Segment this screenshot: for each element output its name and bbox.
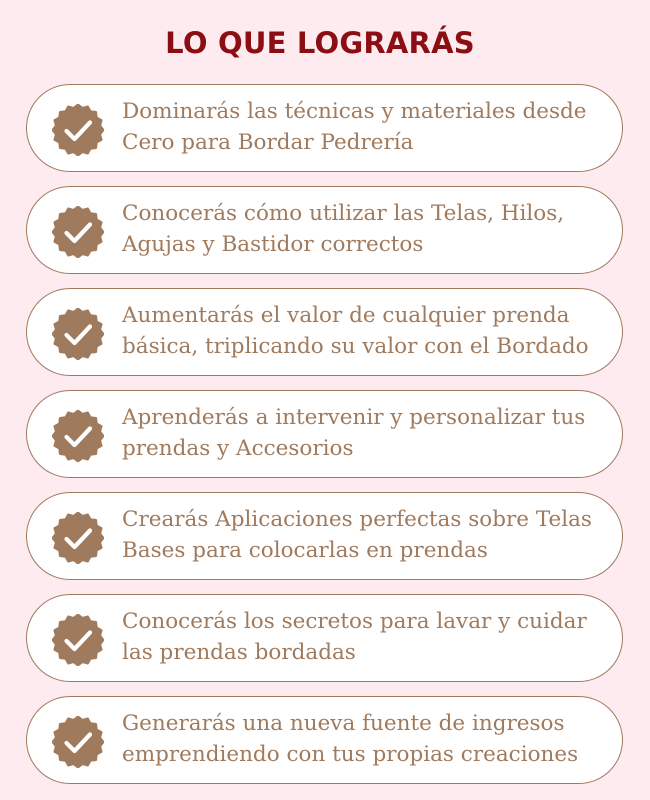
list-item-text (122, 504, 614, 566)
list-item-text (122, 708, 614, 770)
list-item-line: Bases para colocarlas en prendas (122, 538, 488, 563)
list-item-line: emprendiendo con tus propias creaciones (122, 742, 579, 767)
list-item-line: Aprenderás a intervenir y personalizar tus (122, 405, 586, 430)
list-item-line: Crearás Aplicaciones perfectas sobre Telas (122, 507, 592, 532)
list-item-text (122, 198, 614, 260)
list-item-text (122, 606, 614, 668)
list-item-text (122, 96, 614, 158)
check-badge-icon (52, 512, 104, 564)
check-badge-icon (52, 104, 104, 156)
list-item (26, 696, 623, 784)
check-badge-icon (52, 206, 104, 258)
check-badge-icon (52, 716, 104, 768)
list-item-text (122, 300, 614, 362)
list-item (26, 594, 623, 682)
check-badge-icon (52, 410, 104, 462)
list-item (26, 288, 623, 376)
check-badge-icon (52, 308, 104, 360)
list-item-line: las prendas bordadas (122, 640, 356, 665)
list-item-line: básica, triplicando su valor con el Bordado (122, 334, 589, 359)
list-item-text (122, 402, 614, 464)
list-item (26, 84, 623, 172)
list-item-line: prendas y Accesorios (122, 436, 354, 461)
list-item (26, 390, 623, 478)
list-item-line: Agujas y Bastidor correctos (122, 232, 424, 257)
list-item-line: Cero para Bordar Pedrería (122, 130, 414, 155)
list-item (26, 492, 623, 580)
list-item-line: Conocerás cómo utilizar las Telas, Hilos, (122, 201, 565, 226)
list-item-line: Aumentarás el valor de cualquier prenda (122, 303, 570, 328)
list-item-line: Conocerás los secretos para lavar y cuidar (122, 609, 587, 634)
list-item-line: Generarás una nueva fuente de ingresos (122, 711, 565, 736)
list-item (26, 186, 623, 274)
benefits-list (26, 84, 623, 798)
check-badge-icon (52, 614, 104, 666)
page-title: LO QUE LOGRARÁS (165, 26, 475, 60)
list-item-line: Dominarás las técnicas y materiales desde (122, 99, 587, 124)
